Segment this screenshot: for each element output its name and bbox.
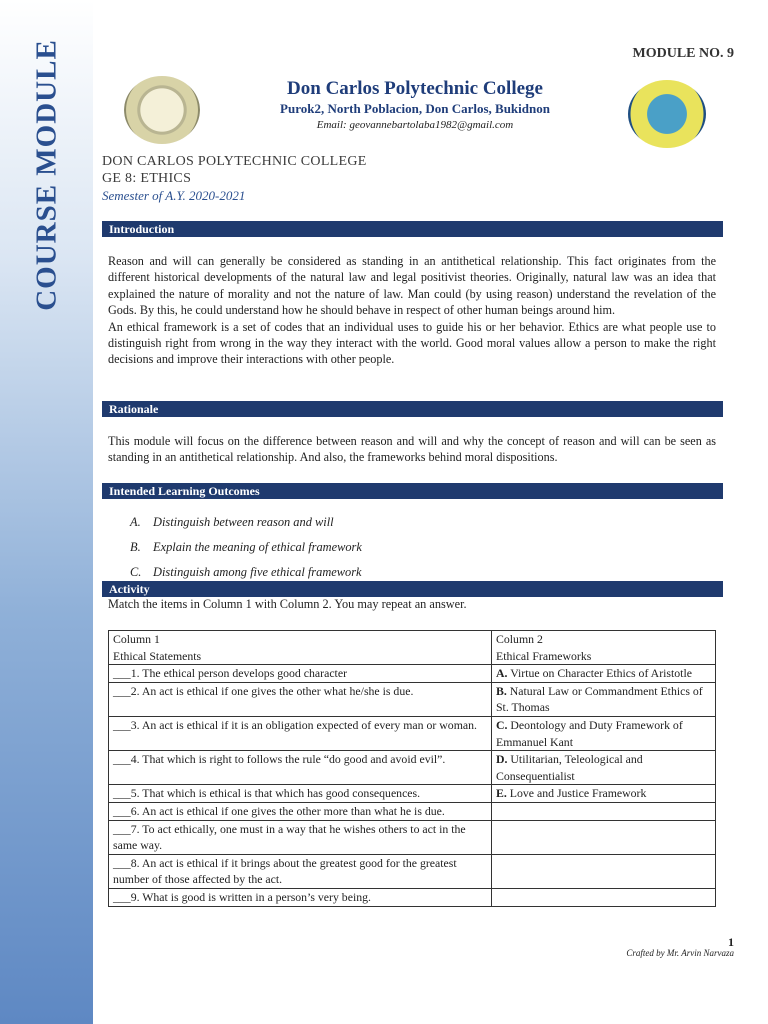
- table-row: [109, 785, 716, 803]
- table-header-row: [109, 631, 716, 665]
- statement-cell: ___8. An act is ethical if it brings about the greatest good for the greatest number of those affected by the act.: [109, 854, 492, 888]
- table-row: [109, 888, 716, 906]
- framework-text: Natural Law or Commandment Ethics of St. Thomas: [496, 683, 703, 715]
- rationale-paragraph: This module will focus on the difference between reason and will and why the concept of reason and will can be seen as standing in an antithetical relationship. And also, the frameworks behind moral dispositions.: [108, 434, 716, 465]
- framework-cell: [492, 682, 716, 716]
- list-item: [130, 515, 362, 540]
- semester-label: Semester of A.Y. 2020-2021: [102, 188, 246, 203]
- statement-cell: ___4. That which is right to follows the rule “do good and avoid evil”.: [109, 751, 492, 785]
- page-header: [210, 78, 620, 131]
- rationale-body: [108, 433, 716, 466]
- column-2-title: Column 2: [496, 632, 543, 646]
- column-1-header: [109, 631, 492, 665]
- framework-cell: [492, 854, 716, 888]
- statement-cell: ___6. An act is ethical if one gives the other more than what he is due.: [109, 802, 492, 820]
- framework-text: Virtue on Character Ethics of Aristotle: [507, 666, 692, 681]
- framework-text: Utilitarian, Teleological and Consequentialist: [496, 752, 643, 783]
- list-item: [130, 540, 362, 565]
- table-row: [109, 854, 716, 888]
- introduction-body: [108, 253, 716, 368]
- framework-letter: C.: [496, 717, 508, 732]
- matching-table: [108, 630, 716, 907]
- framework-cell: [492, 751, 716, 785]
- statement-cell: ___7. To act ethically, one must in a way that he wishes others to act in the same way.: [109, 820, 492, 854]
- module-number: MODULE NO. 9: [632, 46, 734, 61]
- author-credit: Crafted by Mr. Arvin Narvaza: [626, 948, 734, 958]
- framework-cell: [492, 785, 716, 803]
- statement-cell: ___5. That which is ethical is that which has good consequences.: [109, 785, 492, 803]
- table-row: [109, 751, 716, 785]
- sidebar-title: COURSE MODULE: [30, 39, 63, 311]
- framework-text: Love and Justice Framework: [506, 786, 647, 801]
- framework-text: Deontology and Duty Framework of Emmanuel Kant: [496, 717, 683, 749]
- outcome-text: Distinguish among five ethical framework: [153, 565, 362, 579]
- course-code: GE 8: ETHICS: [102, 171, 192, 186]
- table-row: [109, 682, 716, 716]
- rationale-heading: Rationale: [102, 401, 723, 417]
- table-row: [109, 716, 716, 750]
- framework-cell: [492, 820, 716, 854]
- statement-cell: ___3. An act is ethical if it is an obligation expected of every man or woman.: [109, 716, 492, 750]
- framework-cell: [492, 888, 716, 906]
- framework-letter: E.: [496, 786, 507, 801]
- outcome-letter: C.: [130, 565, 142, 579]
- framework-letter: A.: [496, 666, 508, 681]
- college-seal-logo: [124, 76, 200, 144]
- statement-cell: ___9. What is good is written in a person’s very being.: [109, 888, 492, 906]
- municipality-seal-logo: [628, 80, 706, 148]
- outcome-text: Explain the meaning of ethical framework: [153, 540, 362, 554]
- table-row: [109, 802, 716, 820]
- framework-letter: D.: [496, 752, 508, 767]
- activity-instruction: Match the items in Column 1 with Column 2. You may repeat an answer.: [108, 597, 467, 611]
- column-2-header: [492, 631, 716, 665]
- framework-cell: [492, 665, 716, 683]
- introduction-heading: Introduction: [102, 221, 723, 237]
- column-2-subtitle: Ethical Frameworks: [496, 648, 592, 663]
- outcome-text: Distinguish between reason and will: [153, 515, 334, 529]
- introduction-paragraph-1: Reason and will can generally be considered as standing in an antithetical relationship. This fact originates from the different historical developments of the natural law and legal positivist theories. Originally, natural law was an idea that explained the nature of morality and not the nature of law. Man could (by using reason) understand the revelation of the Gods. By this, he could understand how he should behave in respect of other human beings around him.: [108, 254, 716, 318]
- framework-cell: [492, 716, 716, 750]
- column-1-title: Column 1: [113, 632, 160, 646]
- column-1-subtitle: Ethical Statements: [113, 648, 202, 663]
- statement-cell: ___1. The ethical person develops good character: [109, 665, 492, 683]
- activity-heading: Activity: [102, 581, 723, 597]
- statement-cell: ___2. An act is ethical if one gives the other what he/she is due.: [109, 682, 492, 716]
- table-row: [109, 665, 716, 683]
- college-address: Purok2, North Poblacion, Don Carlos, Bukidnon: [280, 101, 550, 116]
- outcomes-list: [130, 515, 362, 590]
- page-number: 1: [728, 935, 734, 949]
- outcome-letter: A.: [130, 515, 141, 529]
- college-name: Don Carlos Polytechnic College: [287, 78, 543, 99]
- framework-letter: B.: [496, 683, 507, 698]
- college-subheading: DON CARLOS POLYTECHNIC COLLEGE: [102, 154, 367, 169]
- outcome-letter: B.: [130, 540, 141, 554]
- college-email: Email: geovannebartolaba1982@gmail.com: [316, 119, 514, 131]
- framework-cell: [492, 802, 716, 820]
- table-row: [109, 820, 716, 854]
- outcomes-heading: Intended Learning Outcomes: [102, 483, 723, 499]
- introduction-paragraph-2: An ethical framework is a set of codes that an individual uses to guide his or her behavior. Ethics are what people use to distinguish right from wrong in the way they interact with the world. Good moral values allow a person to make the right decisions and improve their interactions with other people.: [108, 319, 716, 367]
- sidebar: [0, 0, 93, 1024]
